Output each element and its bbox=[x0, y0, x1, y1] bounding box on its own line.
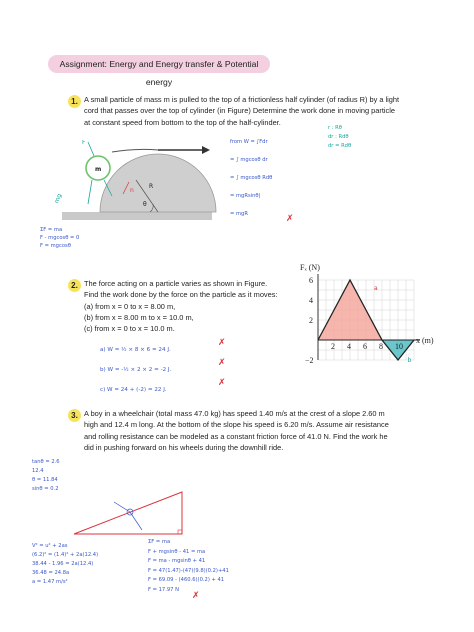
hw-line: 12.4 bbox=[32, 468, 44, 474]
hw-line: a = 1.47 m/s² bbox=[32, 579, 68, 585]
question-2-line: (c) from x = 0 to x = 10.0 m. bbox=[84, 324, 175, 334]
hw-line: dr : Rdθ bbox=[328, 134, 349, 140]
hw-line: F = mgcosθ bbox=[40, 243, 71, 249]
hw-line: = ∫ mgcosθ dr bbox=[230, 157, 268, 163]
hw-line: a) W = ½ × 8 × 6 = 24 J. bbox=[100, 347, 171, 353]
area-a-label: a bbox=[374, 285, 378, 292]
question-2-number: 2. bbox=[68, 279, 81, 292]
q1-handwriting-right bbox=[230, 133, 272, 223]
question-3-line: A boy in a wheelchair (total mass 47.0 kg) has speed 1.40 m/s at the crest of a slope 2.60 m bbox=[84, 409, 385, 418]
ground bbox=[62, 212, 212, 220]
hw-line: F - mgcosθ = 0 bbox=[40, 235, 80, 241]
pull-arrowhead bbox=[202, 146, 210, 154]
question-1-line: at constant speed from bottom to the top of the half-cylinder. bbox=[84, 117, 281, 127]
hw-line: 38.44 - 1.96 = 2a(12.4) bbox=[32, 561, 94, 567]
question-1-number: 1. bbox=[68, 95, 81, 108]
question-2-line: (a) from x = 0 to x = 8.00 m, bbox=[84, 301, 176, 311]
radius-label: R bbox=[149, 183, 154, 190]
hw-line: tanθ = 2.6 bbox=[32, 459, 60, 465]
slope-sketch bbox=[70, 486, 190, 540]
cross-mark-icon: ✗ bbox=[192, 591, 200, 601]
particle-m-label: m bbox=[95, 166, 102, 173]
hw-line: = ∫ mgcosθ Rdθ bbox=[230, 175, 273, 181]
question-2-line: (b) from x = 8.00 m to x = 10.0 m, bbox=[84, 312, 194, 322]
hw-line: F = 17.97 N bbox=[148, 586, 180, 593]
y-tick-label: 2 bbox=[309, 316, 313, 325]
cross-mark-icon: ✗ bbox=[218, 378, 226, 388]
y-axis-label: Fₓ (N) bbox=[300, 263, 320, 272]
y-tick-label: 4 bbox=[309, 296, 313, 305]
hw-line: V² = u² + 2as bbox=[32, 543, 68, 549]
question-2-line: Find the work done by the force on the particle as it moves: bbox=[84, 290, 278, 300]
hw-line: F = 47(1.47)-(47)(9.8)(0.2)+41 bbox=[148, 567, 229, 574]
hw-line: r : Rθ bbox=[328, 125, 342, 131]
cross-mark-icon: ✗ bbox=[218, 338, 226, 348]
question-3-number: 3. bbox=[68, 409, 81, 422]
normal-label: n bbox=[130, 187, 134, 194]
hw-line: b) W = -½ × 2 × 2 = -2 J. bbox=[100, 367, 172, 373]
question-1-text bbox=[84, 94, 399, 128]
hw-line: = mgR bbox=[230, 211, 248, 217]
weight-label: mg bbox=[53, 192, 64, 205]
question-3-line: did in pushing forward on his wheels during the downhill ride. bbox=[84, 442, 284, 452]
slope-triangle bbox=[74, 492, 182, 534]
hw-line: ΣF = ma bbox=[148, 539, 171, 545]
question-2-text bbox=[84, 278, 278, 334]
cord bbox=[112, 149, 158, 152]
hw-line: sinθ = 0.2 bbox=[32, 486, 59, 492]
question-3-line: high and 12.4 m long. At the bottom of the slope his speed is 6.20 m/s. Assume air resistance bbox=[84, 420, 389, 430]
question-2-line: The force acting on a particle varies as shown in Figure. bbox=[84, 279, 268, 288]
half-cylinder-figure bbox=[52, 140, 222, 226]
x-tick-label: 8 bbox=[379, 342, 383, 351]
q3-handwriting-top-left bbox=[32, 458, 60, 494]
q1-side-notes bbox=[328, 124, 351, 151]
y-tick-label: −2 bbox=[305, 356, 314, 365]
question-1-line: cord that passes over the top of cylinder (in Figure) Determine the work done in moving particle bbox=[84, 106, 395, 116]
hw-line: F = ma - mgsinθ + 41 bbox=[148, 558, 206, 564]
question-3-line: and rolling resistance can be modeled as a constant friction force of 41.0 N. Find the work he bbox=[84, 431, 388, 441]
x-tick-label: 10 bbox=[395, 342, 403, 351]
hw-line: F = 69.09 - (460.6)(0.2) + 41 bbox=[148, 577, 225, 583]
q3-handwriting-bottom-left bbox=[32, 542, 98, 587]
force-label: F bbox=[82, 140, 86, 146]
x-axis-label: x (m) bbox=[416, 336, 434, 345]
hw-line: (6.2)² = (1.4)² + 2a(12.4) bbox=[32, 552, 99, 558]
area-b-label: b bbox=[407, 357, 412, 364]
q3-handwriting-bottom-mid bbox=[148, 538, 229, 595]
hw-line: = mgRsinθ| bbox=[230, 193, 261, 199]
hw-line: c) W = 24 + (-2) = 22 J. bbox=[100, 387, 167, 393]
cross-mark-icon: ✗ bbox=[218, 358, 226, 368]
half-cylinder bbox=[100, 154, 216, 212]
angle-label: θ bbox=[143, 201, 147, 208]
hw-line: ΣF = ma bbox=[40, 227, 63, 233]
hw-line: F + mgsinθ - 41 = ma bbox=[148, 548, 206, 555]
question-1-line: A small particle of mass m is pulled to the top of a frictionless half cylinder (of radius R) by a light bbox=[84, 95, 400, 104]
hw-line: θ = 11.84 bbox=[32, 477, 58, 483]
force-vector bbox=[88, 142, 94, 156]
cross-mark-icon: ✗ bbox=[286, 214, 294, 224]
hw-line: 36.48 = 24.8a bbox=[32, 570, 70, 576]
assignment-title: Assignment: Energy and Energy transfer & Potential energy bbox=[48, 55, 270, 73]
hw-line: from W = ∫Fdr bbox=[230, 139, 268, 145]
y-tick-label: 6 bbox=[309, 276, 313, 285]
weight-vector bbox=[88, 180, 92, 204]
x-tick-label: 2 bbox=[331, 342, 335, 351]
right-angle-mark bbox=[178, 530, 182, 534]
q2-handwriting bbox=[100, 340, 171, 400]
question-3-text bbox=[84, 408, 389, 453]
q1-handwriting-left bbox=[40, 226, 79, 250]
force-graph bbox=[296, 262, 446, 374]
x-tick-label: 4 bbox=[347, 342, 351, 351]
hw-line: dr = Rdθ bbox=[328, 143, 352, 149]
x-tick-label: 6 bbox=[363, 342, 367, 351]
